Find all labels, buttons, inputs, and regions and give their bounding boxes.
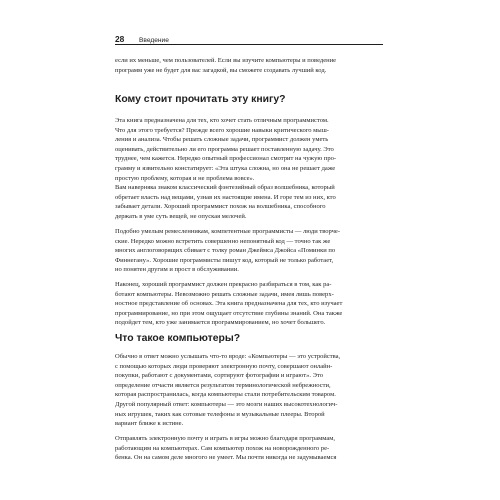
- text-line: Подобно умелым ремесленникам, компетентные программисты — люди творче-: [115, 228, 341, 235]
- section-name: Введение: [139, 37, 169, 44]
- running-head: [115, 34, 383, 45]
- text-line: если их меньше, чем пользователей. Если вы изучите компьютеры и поведение: [115, 57, 337, 64]
- page-number: 28: [115, 34, 125, 44]
- section-heading-what-are-computers: Что такое компьютеры?: [115, 333, 241, 344]
- text-line: ские. Нередко можно встретить совершенно непонятный код — точно так же: [115, 237, 331, 245]
- paragraph-definition: [115, 352, 383, 429]
- text-line: ления и анализа. Чтобы решать сложные задачи, программист должен уметь: [115, 136, 329, 144]
- text-line: простую проблему, которая и не проблема вовсе».: [115, 174, 255, 182]
- paragraph-understanding-computers: [115, 280, 383, 328]
- text-line: труднее, чем кажется. Нередко опытный профессионал смотрит на чужую про-: [115, 155, 337, 163]
- paragraph-email-games: [115, 434, 383, 463]
- text-line: Вам наверняка знаком классический фэнтезийный образ волшебника, который: [115, 184, 335, 191]
- text-line: Что для этого требуется? Прежде всего хорошие навыки критического мыш-: [115, 126, 329, 134]
- text-line: Наконец, хороший программист должен прекрасно разбираться в том, как ра-: [115, 281, 332, 288]
- text-line: программирование, но при этом ощущает отсутствие глубины знаний. Она также: [115, 309, 343, 317]
- text-line: вариант ближе к истине.: [115, 420, 184, 428]
- text-line: которая распространилась, когда компьютеры стали потребительским товаром.: [115, 391, 336, 399]
- text-line: покупки, работают с документами, сортируют фотографии и играют». Это: [115, 372, 324, 380]
- text-line: Финнегану». Хорошие программисты пишут код, который не только работает,: [115, 256, 334, 264]
- text-line: держать в уме суть вещей, не опуская мелочей.: [115, 212, 247, 220]
- text-line: работающим на компьютерах. Сам компьютер похож на новорожденного ре-: [115, 444, 330, 452]
- intro-paragraph: [115, 56, 383, 75]
- text-line: обретает власть над вещами, узнав их настоящие имена. И горе тем из них, кто: [115, 193, 336, 201]
- text-line: Другой популярный ответ: компьютеры — это мозги наших высокотехнологич-: [115, 400, 338, 408]
- section-heading-who-should-read: Кому стоит прочитать эту книгу?: [115, 94, 286, 105]
- text-line: грамму и язвительно констатирует: «Эта штука сложна, но она не решает даже: [115, 164, 336, 172]
- text-line: забывает детали. Хороший программист похож на волшебника, способного: [115, 203, 326, 211]
- text-line: Эта книга предназначена для тех, кто хочет стать отличным программистом.: [115, 117, 329, 124]
- text-line: ностное представление об основах. Эта книга предназначена для тех, кто изучает: [115, 300, 343, 308]
- paragraph-book-purpose: [115, 116, 383, 183]
- text-line: многих англоговорящих сбивает с толку роман Джеймса Джойса «Поминки по: [115, 247, 336, 255]
- text-line: с помощью которых люди проверяют электронную почту, совершают онлайн-: [115, 362, 333, 370]
- text-line: ботают компьютеры. Невозможно решать сложные задачи, имея лишь поверх-: [115, 290, 334, 298]
- text-line: но понятен другим и прост в обслуживании.: [115, 266, 239, 274]
- text-line: подойдет тем, кто уже занимается программированием, но хочет большего.: [115, 319, 326, 327]
- text-line: Обычно в ответ можно услышать что-то вроде: «Компьютеры — это устройства,: [115, 353, 341, 360]
- text-line: программ уже не будет для вас загадкой, вы сможете создавать лучший код.: [115, 66, 327, 74]
- text-line: оценивать, действительно ли его программа решает поставленную задачу. Это: [115, 145, 334, 153]
- text-line: Отправлять электронную почту и играть в игры можно благодаря программам,: [115, 435, 336, 442]
- text-line: определение отчасти является результатом терминологической небрежности,: [115, 381, 331, 389]
- paragraph-wizard: [115, 183, 383, 221]
- text-line: ных игрушек, таких как сотовые телефоны и музыкальные плееры. Второй: [115, 410, 325, 418]
- text-line: бенка. Он на самом деле многого не умеет. Мы почти никогда не задумываемся: [115, 454, 337, 462]
- paragraph-craftsmen: [115, 227, 383, 275]
